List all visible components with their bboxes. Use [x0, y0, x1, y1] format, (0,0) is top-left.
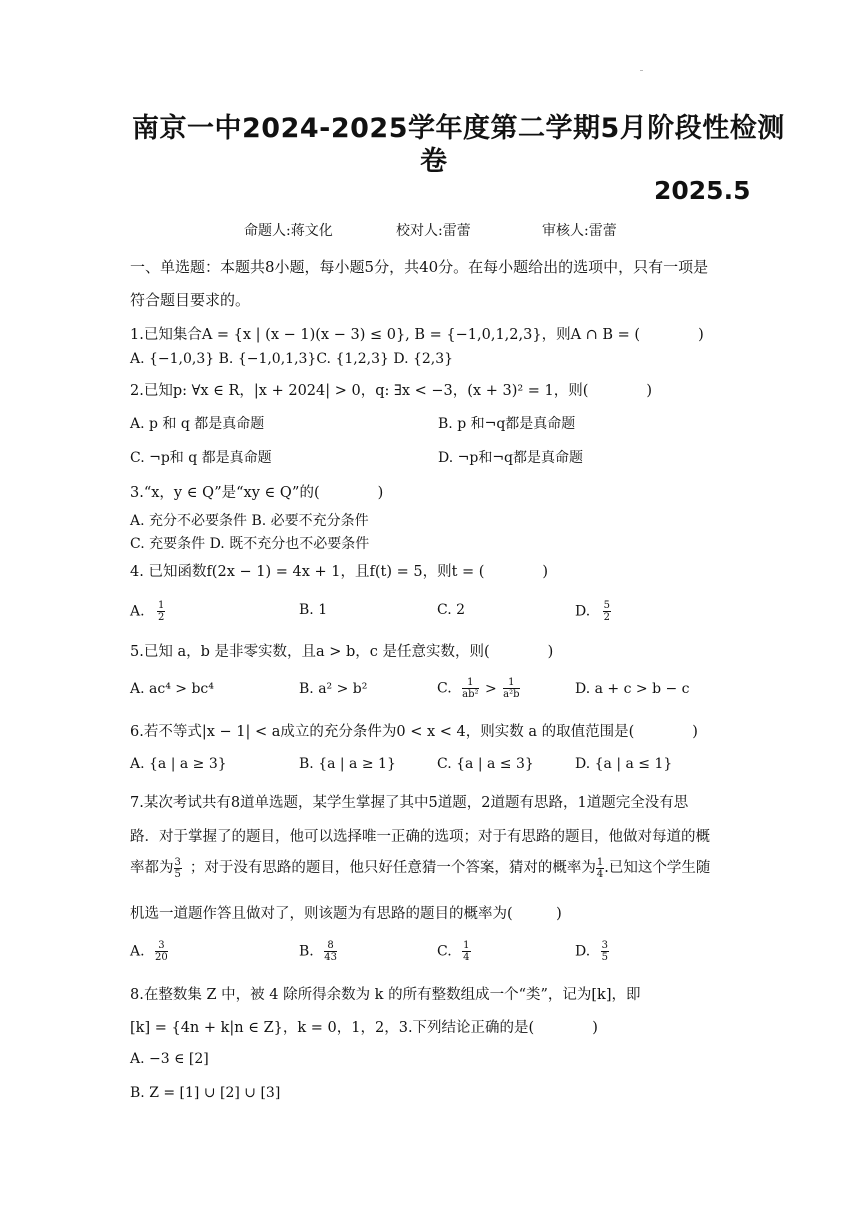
- numerator: 1: [463, 940, 470, 951]
- denominator: 2: [158, 612, 165, 623]
- denominator: 43: [324, 952, 337, 963]
- text-segment: ；对于没有思路的题目，他只好任意猜一个答案，猜对的概率为: [189, 860, 596, 876]
- question-8-option-b: B. Z = [1] ∪ [2] ∪ [3]: [130, 1085, 281, 1101]
- exam-title-line2: 卷: [420, 146, 448, 177]
- question-2-stem: 2.已知p: ∀x ∈ R，|x + 2024| > 0，q: ∃x < −3，(x + 3)² = 1，则( ): [130, 383, 653, 399]
- question-7-line3: [130, 856, 710, 880]
- question-1-options: A. {−1,0,3} B. {−1,0,1,3}C. {1,2,3} D. {2,3}: [130, 351, 454, 367]
- greater-than-sign: >: [484, 680, 497, 697]
- numerator: 1: [462, 677, 478, 689]
- denominator: 4: [463, 952, 470, 963]
- reviewer-label: 审核人:雷蕾: [542, 223, 617, 239]
- numerator: 1: [158, 600, 165, 611]
- numerator: 3: [174, 856, 181, 868]
- question-7-line4: 机选一道题作答且做对了，则该题为有思路的题目的概率为( ): [130, 906, 562, 922]
- option-d-letter: D.: [575, 603, 591, 620]
- question-2-option-d: D. ¬p和¬q都是真命题: [438, 450, 584, 466]
- question-2-option-c: C. ¬p和 q 都是真命题: [130, 450, 272, 466]
- denominator: a²b: [503, 689, 520, 700]
- numerator: 3: [601, 940, 609, 951]
- numerator: 8: [324, 940, 337, 952]
- question-8-option-a: A. −3 ∈ [2]: [130, 1051, 209, 1067]
- fraction: [324, 940, 337, 963]
- question-7-option-b: [299, 940, 337, 963]
- denominator: 5: [601, 952, 609, 963]
- fraction: [157, 600, 165, 623]
- question-3-options-row2: C. 充要条件 D. 既不充分也不必要条件: [130, 536, 370, 552]
- exam-title-line1: 南京一中2024-2025学年度第二学期5月阶段性检测: [132, 113, 785, 144]
- numerator: 5: [603, 600, 611, 611]
- fraction: [462, 940, 470, 963]
- option-a-letter: A.: [130, 943, 145, 960]
- question-6-option-b: B. {a | a ≥ 1}: [299, 756, 396, 772]
- setter-label: 命题人:蒋文化: [244, 223, 333, 239]
- question-4-option-d: [575, 600, 611, 623]
- question-8-line2: [k] = {4n + k|n ∈ Z}，k = 0，1，2，3.下列结论正确的是( ): [130, 1020, 598, 1036]
- fraction: [174, 857, 182, 880]
- question-3-stem: 3.“x，y ∈ Q”是“xy ∈ Q”的( ): [130, 485, 384, 501]
- question-6-option-a: A. {a | a ≥ 3}: [130, 756, 227, 772]
- fraction: [603, 600, 611, 623]
- fraction: [155, 940, 168, 963]
- numerator: 3: [155, 940, 168, 952]
- question-5-option-d: D. a + c > b − c: [575, 681, 690, 697]
- question-7-option-d: [575, 940, 609, 963]
- question-5-option-a: A. ac⁴ > bc⁴: [130, 681, 214, 697]
- text-segment: 率都为: [130, 860, 174, 876]
- option-c-letter: C.: [437, 943, 452, 960]
- option-c-letter: C.: [437, 680, 452, 697]
- numerator: 1: [503, 677, 519, 689]
- question-3-options-row1: A. 充分不必要条件 B. 必要不充分条件: [130, 513, 369, 529]
- question-4-option-c: C. 2: [437, 602, 466, 618]
- option-a-letter: A.: [130, 603, 145, 620]
- denominator: 2: [603, 612, 611, 623]
- question-1-stem: 1.已知集合A = {x | (x − 1)(x − 3) ≤ 0}, B = {−1,0,1,2,3}，则A ∩ B = ( ): [130, 327, 704, 343]
- exam-date: 2025.5: [654, 176, 751, 205]
- question-4-option-b: B. 1: [299, 602, 328, 618]
- question-4-stem: 4. 已知函数f(2x − 1) = 4x + 1，且f(t) = 5，则t = ( ): [130, 564, 549, 580]
- fraction: [601, 940, 609, 963]
- question-5-option-b: B. a² > b²: [299, 681, 368, 697]
- question-6-option-c: C. {a | a ≤ 3}: [437, 756, 534, 772]
- question-2-option-b: B. p 和¬q都是真命题: [438, 416, 576, 432]
- denominator: 4: [596, 868, 604, 880]
- numerator: 1: [596, 856, 604, 868]
- question-7-line1: 7.某次考试共有8道单选题，某学生掌握了其中5道题，2道题有思路，1道题完全没有思: [130, 795, 689, 811]
- text-segment: .已知这个学生随: [604, 860, 711, 876]
- scan-speck: [640, 70, 643, 71]
- denominator: ab²: [462, 689, 479, 700]
- denominator: 20: [155, 952, 168, 963]
- fraction-right: [503, 677, 519, 700]
- option-b-letter: B.: [299, 943, 314, 960]
- question-7-option-c: [437, 940, 471, 963]
- option-d-letter: D.: [575, 943, 591, 960]
- question-6-option-d: D. {a | a ≤ 1}: [575, 756, 673, 772]
- question-2-option-a: A. p 和 q 都是真命题: [130, 416, 265, 432]
- question-6-stem: 6.若不等式|x − 1| < a成立的充分条件为0 < x < 4，则实数 a 的取值范围是( ): [130, 724, 698, 740]
- section-instructions-line2: 符合题目要求的。: [130, 291, 251, 309]
- fraction: [596, 857, 604, 880]
- question-7-line2: 路．对于掌握了的题目，他可以选择唯一正确的选项；对于有思路的题目，他做对每道的概: [130, 829, 710, 845]
- question-8-line1: 8.在整数集 Z 中，被 4 除所得余数为 k 的所有整数组成一个“类”，记为[k]，即: [130, 987, 641, 1003]
- section-instructions-line1: 一、单选题：本题共8小题，每小题5分，共40分。在每小题给出的选项中，只有一项是: [130, 258, 709, 276]
- checker-label: 校对人:雷蕾: [396, 223, 471, 239]
- question-4-option-a: [130, 600, 165, 623]
- question-5-stem: 5.已知 a，b 是非零实数，且a > b，c 是任意实数，则( ): [130, 644, 554, 660]
- fraction-left: [462, 677, 478, 700]
- question-7-option-a: [130, 940, 168, 963]
- question-5-option-c: [437, 677, 520, 700]
- denominator: 5: [174, 868, 181, 880]
